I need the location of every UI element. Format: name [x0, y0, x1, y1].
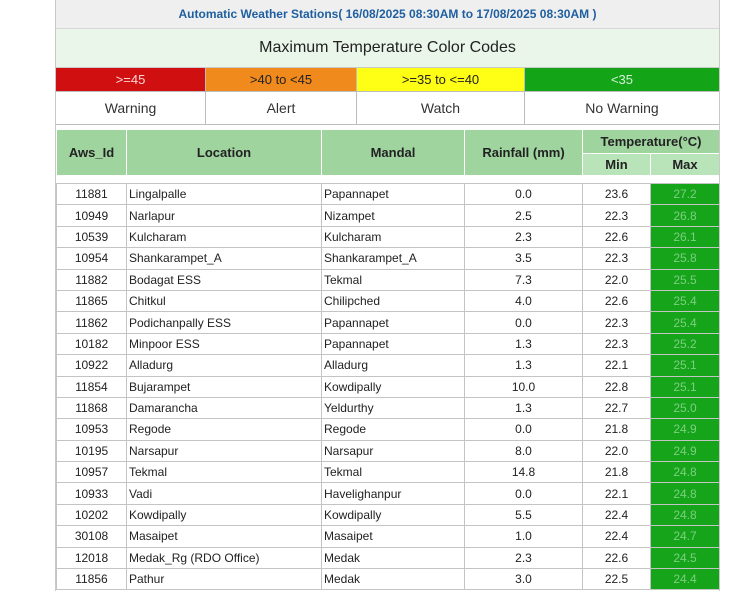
table-row: [57, 226, 720, 247]
cell-location: Bodagat ESS: [127, 269, 322, 290]
legend-code-alert: >40 to <45: [206, 68, 357, 91]
cell-mandal: Havelighanpur: [322, 483, 465, 504]
cell-rainfall: 2.5: [465, 205, 583, 226]
cell-aws-id: 11882: [57, 269, 127, 290]
cell-min: 22.3: [583, 333, 651, 354]
cell-min: 22.3: [583, 205, 651, 226]
cell-aws-id: 11862: [57, 312, 127, 333]
cell-min: 21.8: [583, 419, 651, 440]
cell-aws-id: 10202: [57, 504, 127, 525]
legend-code-watch: >=35 to <=40: [357, 68, 525, 91]
cell-rainfall: 4.0: [465, 290, 583, 311]
cell-max: 24.8: [651, 504, 720, 525]
cell-location: Lingalpalle: [127, 184, 322, 205]
cell-aws-id: 10539: [57, 226, 127, 247]
table-body: [57, 184, 720, 590]
cell-min: 21.8: [583, 462, 651, 483]
cell-aws-id: 30108: [57, 526, 127, 547]
cell-max: 27.2: [651, 184, 720, 205]
cell-max: 25.0: [651, 397, 720, 418]
cell-max: 25.1: [651, 376, 720, 397]
cell-max: 24.7: [651, 526, 720, 547]
col-header-mandal[interactable]: Mandal: [322, 130, 465, 176]
table-row: [57, 376, 720, 397]
cell-mandal: Papannapet: [322, 184, 465, 205]
cell-aws-id: 10182: [57, 333, 127, 354]
cell-location: Minpoor ESS: [127, 333, 322, 354]
cell-rainfall: 7.3: [465, 269, 583, 290]
legend-label-warning: Warning: [56, 91, 206, 124]
cell-mandal: Shankarampet_A: [322, 248, 465, 269]
cell-location: Alladurg: [127, 355, 322, 376]
cell-min: 22.5: [583, 569, 651, 590]
cell-min: 22.0: [583, 269, 651, 290]
report-header: Automatic Weather Stations( 16/08/2025 08:30AM to 17/08/2025 08:30AM ): [56, 0, 719, 29]
cell-rainfall: 10.0: [465, 376, 583, 397]
table-row: [57, 184, 720, 205]
cell-rainfall: 2.3: [465, 547, 583, 568]
cell-min: 22.6: [583, 226, 651, 247]
legend-codes-row: [56, 68, 719, 91]
cell-min: 22.0: [583, 440, 651, 461]
cell-min: 22.6: [583, 547, 651, 568]
cell-mandal: Papannapet: [322, 312, 465, 333]
cell-location: Bujarampet: [127, 376, 322, 397]
cell-rainfall: 1.3: [465, 333, 583, 354]
table-row: [57, 462, 720, 483]
cell-aws-id: 10954: [57, 248, 127, 269]
cell-location: Podichanpally ESS: [127, 312, 322, 333]
col-header-temperature: Temperature(°C): [583, 130, 720, 154]
report-frame: [55, 0, 720, 591]
cell-mandal: Alladurg: [322, 355, 465, 376]
cell-location: Narlapur: [127, 205, 322, 226]
col-header-max[interactable]: Max: [651, 154, 720, 176]
cell-location: Regode: [127, 419, 322, 440]
cell-rainfall: 0.0: [465, 184, 583, 205]
table-row: [57, 397, 720, 418]
cell-mandal: Medak: [322, 547, 465, 568]
cell-min: 22.8: [583, 376, 651, 397]
cell-aws-id: 11865: [57, 290, 127, 311]
cell-mandal: Chilipched: [322, 290, 465, 311]
cell-rainfall: 0.0: [465, 312, 583, 333]
cell-rainfall: 0.0: [465, 483, 583, 504]
legend-label-no-warning: No Warning: [525, 91, 719, 124]
cell-max: 24.5: [651, 547, 720, 568]
cell-min: 22.7: [583, 397, 651, 418]
cell-mandal: Kowdipally: [322, 376, 465, 397]
cell-min: 22.3: [583, 248, 651, 269]
cell-max: 25.8: [651, 248, 720, 269]
cell-aws-id: 10933: [57, 483, 127, 504]
cell-mandal: Tekmal: [322, 269, 465, 290]
cell-location: Shankarampet_A: [127, 248, 322, 269]
cell-rainfall: 1.3: [465, 397, 583, 418]
cell-max: 26.1: [651, 226, 720, 247]
cell-mandal: Yeldurthy: [322, 397, 465, 418]
cell-max: 24.4: [651, 569, 720, 590]
cell-min: 22.6: [583, 290, 651, 311]
table-row: [57, 526, 720, 547]
table-row: [57, 483, 720, 504]
cell-min: 22.1: [583, 483, 651, 504]
cell-aws-id: 10953: [57, 419, 127, 440]
cell-aws-id: 11881: [57, 184, 127, 205]
cell-aws-id: 12018: [57, 547, 127, 568]
cell-max: 24.8: [651, 462, 720, 483]
table-row: [57, 419, 720, 440]
cell-location: Tekmal: [127, 462, 322, 483]
cell-rainfall: 5.5: [465, 504, 583, 525]
cell-aws-id: 11868: [57, 397, 127, 418]
cell-mandal: Narsapur: [322, 440, 465, 461]
cell-location: Narsapur: [127, 440, 322, 461]
cell-mandal: Nizampet: [322, 205, 465, 226]
cell-aws-id: 10195: [57, 440, 127, 461]
col-header-aws-id[interactable]: Aws_Id: [57, 130, 127, 176]
cell-min: 23.6: [583, 184, 651, 205]
cell-mandal: Medak: [322, 569, 465, 590]
cell-aws-id: 10922: [57, 355, 127, 376]
table-row: [57, 205, 720, 226]
cell-mandal: Kulcharam: [322, 226, 465, 247]
cell-max: 24.9: [651, 419, 720, 440]
table-row: [57, 333, 720, 354]
table-row: [57, 504, 720, 525]
cell-rainfall: 0.0: [465, 419, 583, 440]
cell-min: 22.3: [583, 312, 651, 333]
cell-max: 25.4: [651, 290, 720, 311]
cell-rainfall: 3.5: [465, 248, 583, 269]
cell-location: Kowdipally: [127, 504, 322, 525]
cell-aws-id: 10957: [57, 462, 127, 483]
cell-aws-id: 11856: [57, 569, 127, 590]
table-row: [57, 569, 720, 590]
cell-aws-id: 10949: [57, 205, 127, 226]
cell-max: 26.8: [651, 205, 720, 226]
cell-mandal: Tekmal: [322, 462, 465, 483]
table-row: [57, 440, 720, 461]
cell-max: 24.9: [651, 440, 720, 461]
cell-min: 22.4: [583, 526, 651, 547]
cell-location: Kulcharam: [127, 226, 322, 247]
cell-mandal: Regode: [322, 419, 465, 440]
col-header-location[interactable]: Location: [127, 130, 322, 176]
cell-rainfall: 14.8: [465, 462, 583, 483]
cell-max: 25.2: [651, 333, 720, 354]
cell-min: 22.4: [583, 504, 651, 525]
cell-location: Vadi: [127, 483, 322, 504]
legend-code-warning: >=45: [56, 68, 206, 91]
cell-rainfall: 1.3: [465, 355, 583, 376]
cell-max: 24.8: [651, 483, 720, 504]
cell-max: 25.1: [651, 355, 720, 376]
cell-location: Medak_Rg (RDO Office): [127, 547, 322, 568]
cell-location: Pathur: [127, 569, 322, 590]
table-row: [57, 547, 720, 568]
cell-rainfall: 8.0: [465, 440, 583, 461]
cell-rainfall: 1.0: [465, 526, 583, 547]
cell-min: 22.1: [583, 355, 651, 376]
cell-mandal: Kowdipally: [322, 504, 465, 525]
legend-title: Maximum Temperature Color Codes: [56, 29, 719, 68]
table-row: [57, 312, 720, 333]
col-header-min[interactable]: Min: [583, 154, 651, 176]
cell-location: Damarancha: [127, 397, 322, 418]
weather-table: [56, 129, 720, 590]
table-row: [57, 269, 720, 290]
table-row: [57, 248, 720, 269]
cell-mandal: Masaipet: [322, 526, 465, 547]
cell-aws-id: 11854: [57, 376, 127, 397]
legend-label-watch: Watch: [357, 91, 525, 124]
cell-max: 25.5: [651, 269, 720, 290]
cell-mandal: Papannapet: [322, 333, 465, 354]
table-row: [57, 290, 720, 311]
cell-rainfall: 2.3: [465, 226, 583, 247]
legend-labels-row: [56, 91, 719, 125]
cell-max: 25.4: [651, 312, 720, 333]
col-header-rainfall[interactable]: Rainfall (mm): [465, 130, 583, 176]
legend-code-no-warning: <35: [525, 68, 719, 91]
legend-label-alert: Alert: [206, 91, 357, 124]
cell-location: Masaipet: [127, 526, 322, 547]
table-row: [57, 355, 720, 376]
cell-location: Chitkul: [127, 290, 322, 311]
cell-rainfall: 3.0: [465, 569, 583, 590]
